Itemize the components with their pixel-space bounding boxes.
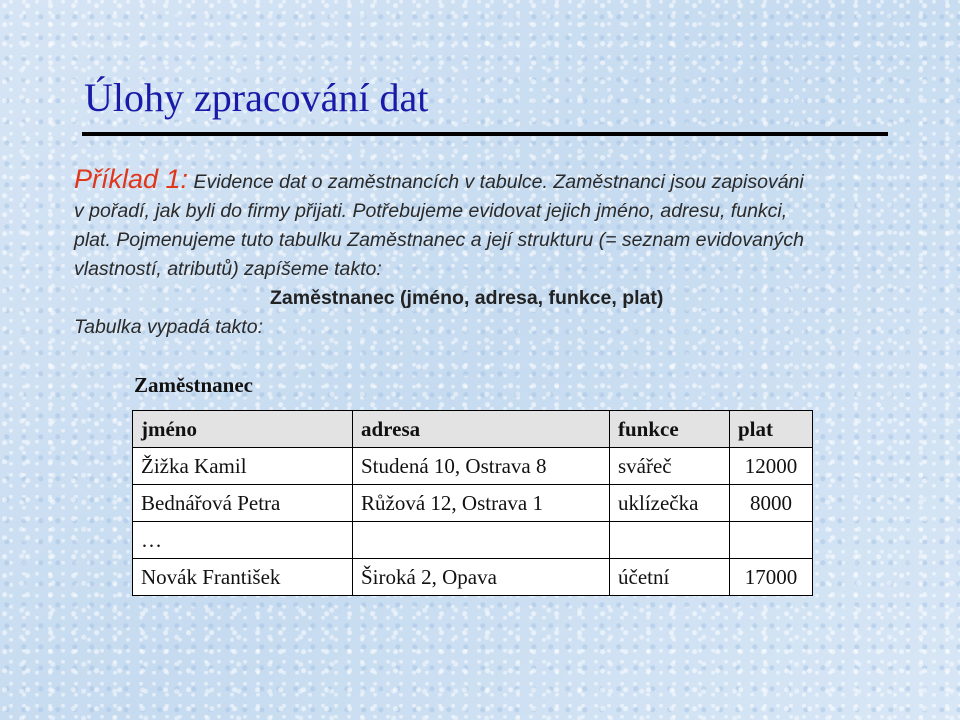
employee-table: [132, 410, 813, 596]
cell-jmeno: …: [133, 522, 353, 559]
column-header-jmeno: jméno: [133, 411, 353, 448]
cell-plat: 12000: [730, 448, 813, 485]
cell-funkce: uklízečka: [610, 485, 730, 522]
column-header-adresa: adresa: [353, 411, 610, 448]
column-header-plat: plat: [730, 411, 813, 448]
cell-plat: 17000: [730, 559, 813, 596]
example-text-line-4: vlastností, atributů) zapíšeme takto:: [74, 258, 382, 280]
example-text-line-2: v pořadí, jak byli do firmy přijati. Potřebujeme evidovat jejich jméno, adresu, funkci,: [74, 200, 788, 222]
table-row: [133, 448, 813, 485]
example-text-line-3: plat. Pojmenujeme tuto tabulku Zaměstnanec a její strukturu (= seznam evidovaných: [74, 229, 805, 251]
cell-funkce: [610, 522, 730, 559]
cell-plat: [730, 522, 813, 559]
table-row: [133, 559, 813, 596]
table-intro-text: Tabulka vypadá takto:: [74, 316, 263, 338]
table-header-row: [133, 411, 813, 448]
cell-adresa: [353, 522, 610, 559]
title-divider: [82, 132, 888, 136]
cell-jmeno: Novák František: [133, 559, 353, 596]
table-name: Zaměstnanec: [134, 373, 253, 397]
cell-funkce: svářeč: [610, 448, 730, 485]
cell-adresa: Růžová 12, Ostrava 1: [353, 485, 610, 522]
cell-funkce: účetní: [610, 559, 730, 596]
slide-title: Úlohy zpracování dat: [84, 75, 429, 120]
table-schema: Zaměstnanec (jméno, adresa, funkce, plat): [270, 287, 664, 309]
table-row: [133, 485, 813, 522]
cell-adresa: Široká 2, Opava: [353, 559, 610, 596]
example-text-line-1: Evidence dat o zaměstnancích v tabulce. Zaměstnanci jsou zapisováni: [188, 171, 804, 193]
table-row: [133, 522, 813, 559]
cell-jmeno: Žižka Kamil: [133, 448, 353, 485]
column-header-funkce: funkce: [610, 411, 730, 448]
example-lead: Příklad 1:: [74, 164, 189, 194]
cell-jmeno: Bednářová Petra: [133, 485, 353, 522]
example-paragraph: [74, 165, 924, 284]
cell-plat: 8000: [730, 485, 813, 522]
cell-adresa: Studená 10, Ostrava 8: [353, 448, 610, 485]
